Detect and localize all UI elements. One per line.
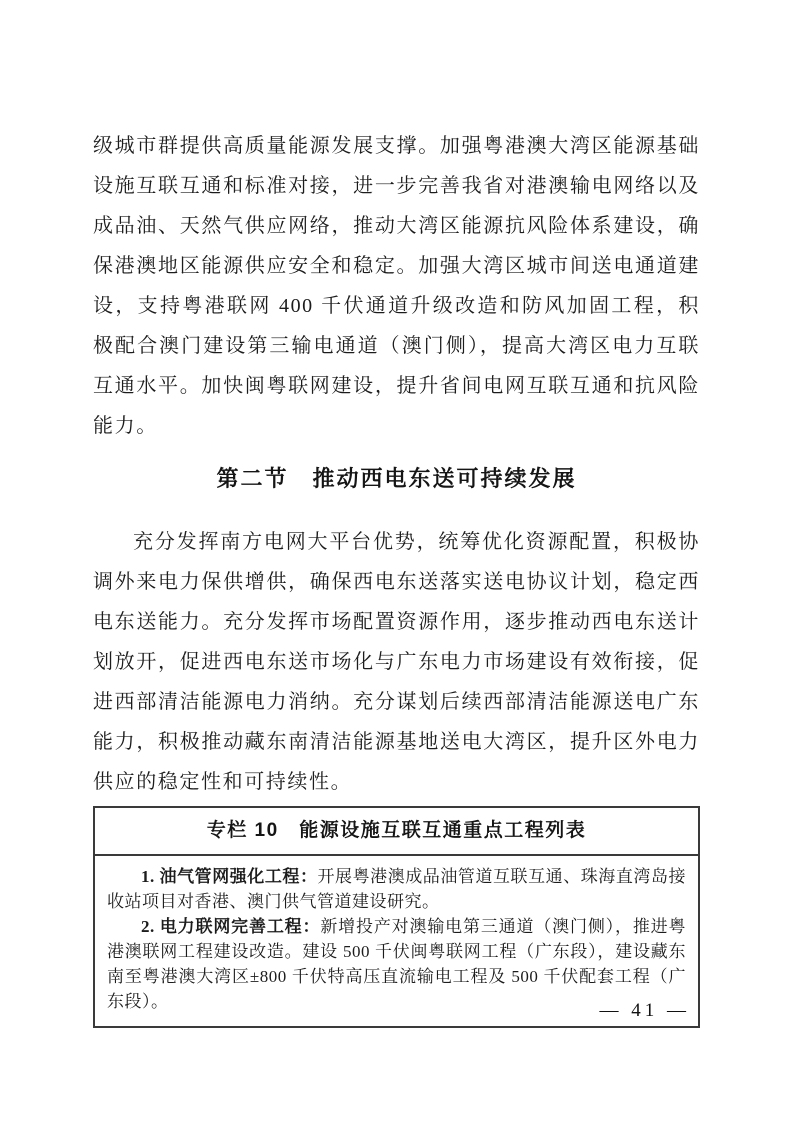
callout-item-2-label: 2. 电力联网完善工程： [141, 917, 321, 936]
callout-item-1-label: 1. 油气管网强化工程： [141, 867, 318, 886]
paragraph-top: 级城市群提供高质量能源发展支撑。加强粤港澳大湾区能源基础设施互联互通和标准对接，进一步完善我省对港澳输电网络以及成品油、天然气供应网络，推动大湾区能源抗风险体系建设，确保港澳地区能源供应安全和稳定。加强大湾区城市间送电通道建设，支持粤港联网 400 千伏通道升级改造和防风加固工程，积极配合澳门建设第三输电通道（澳门侧），提高大湾区电力互联互通水平。加快闽粤联网建设，提升省间电网互联互通和抗风险能力。 [93, 135, 700, 437]
paragraph-section-body: 充分发挥南方电网大平台优势，统筹优化资源配置，积极协调外来电力保供增供，确保西电东送落实送电协议计划，稳定西电东送能力。充分发挥市场配置资源作用，逐步推动西电东送计划放开，促进西电东送市场化与广东电力市场建设有效衔接，促进西部清洁能源电力消纳。充分谋划后续西部清洁能源送电广东能力，积极推动藏东南清洁能源基地送电大湾区，提升区外电力供应的稳定性和可持续性。 [93, 531, 700, 793]
callout-item-1-text: 开展粤港澳成品油管道互联互通、珠海直湾岛接收站项目对香港、澳门供气管道建设研究。 [107, 867, 686, 911]
page-number: — 41 — [599, 1000, 690, 1021]
callout-box-title: 专栏 10 能源设施互联互通重点工程列表 [95, 808, 698, 856]
callout-item-1 [107, 864, 686, 914]
callout-box [93, 806, 700, 1028]
callout-item-2 [107, 914, 686, 1014]
section-heading: 第二节 推动西电东送可持续发展 [216, 466, 577, 491]
callout-item-2-text: 新增投产对澳输电第三通道（澳门侧），推进粤港澳联网工程建设改造。建设 500 千伏闽粤联网工程（广东段），建设藏东南至粤港澳大湾区±800 千伏特高压直流输电工程及 500 千伏配套工程（广东段）。 [107, 917, 687, 1011]
